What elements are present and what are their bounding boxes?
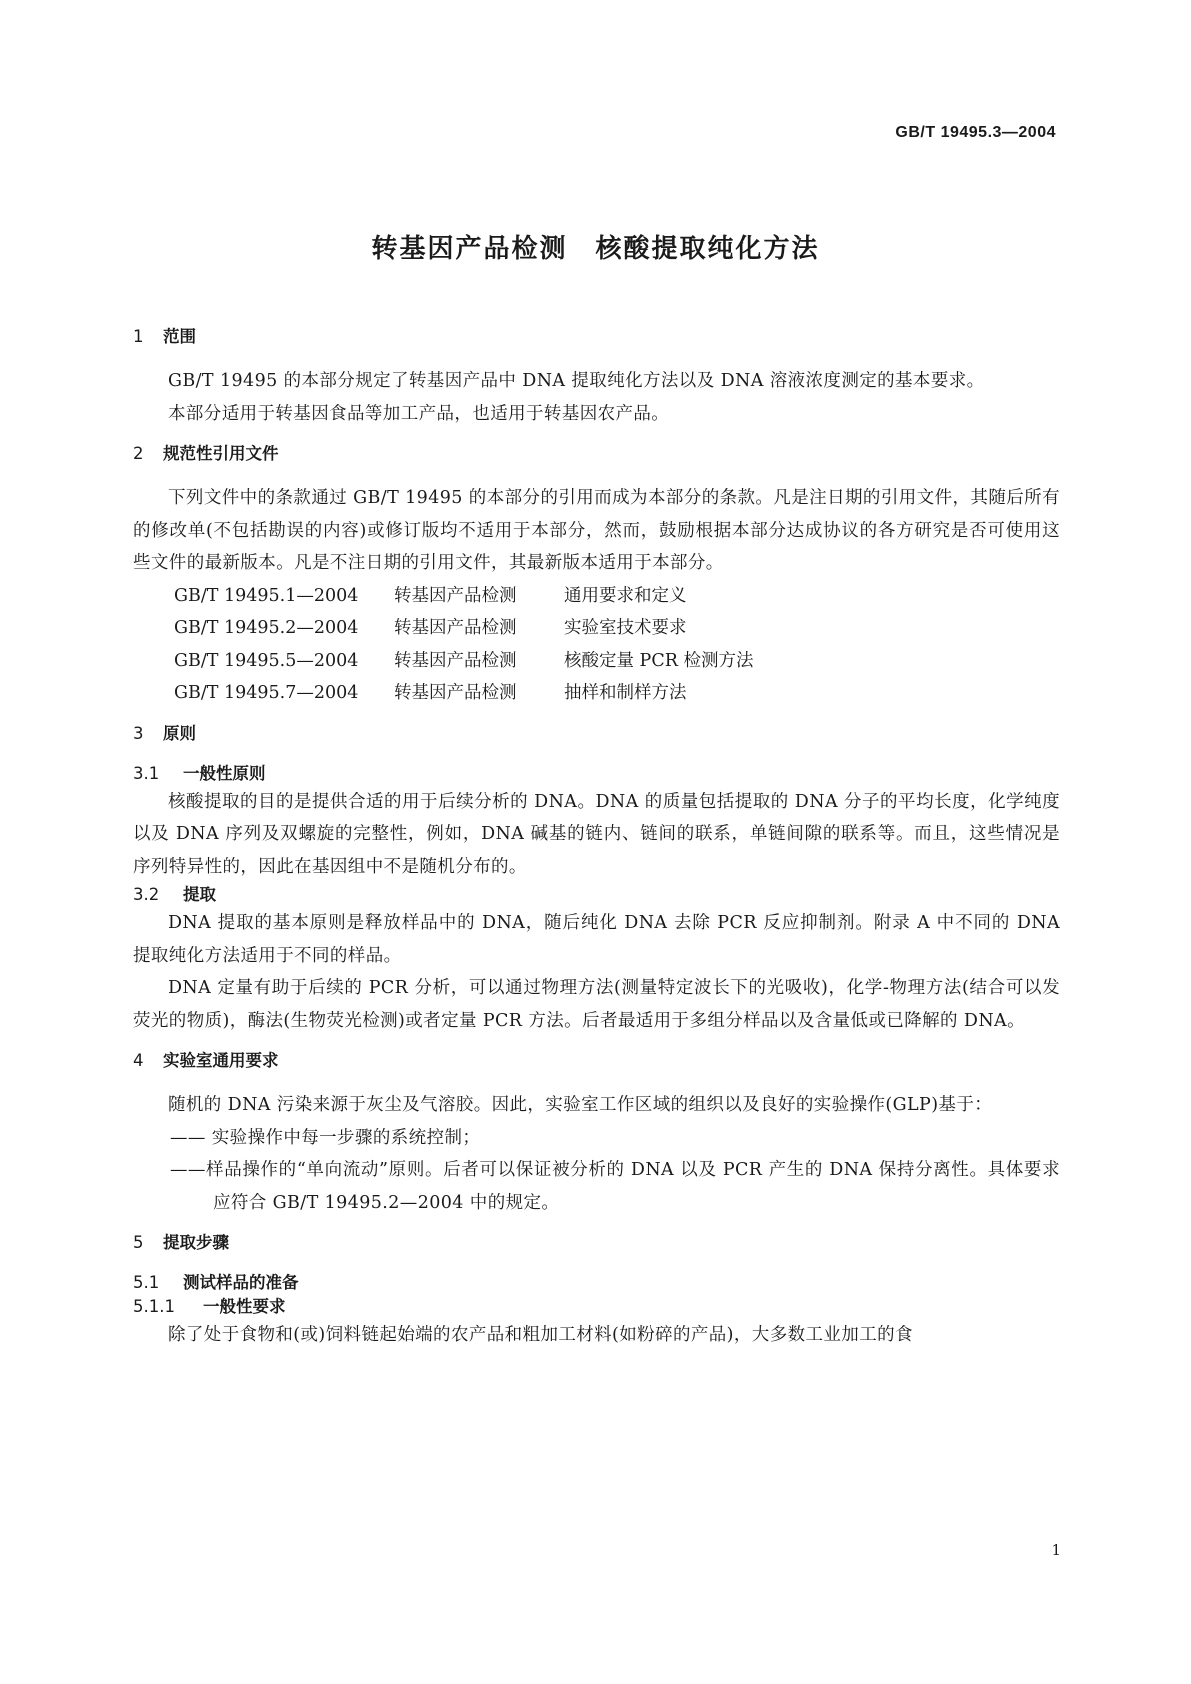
section-4-heading <box>133 1049 1060 1073</box>
section-number: 3.1 <box>133 763 160 783</box>
section-number: 3 <box>133 723 144 743</box>
section-title: 实验室通用要求 <box>163 1051 279 1070</box>
reference-item <box>133 580 1060 613</box>
reference-sub-title: 实验室技术要求 <box>564 618 687 638</box>
reference-sub-title: 抽样和制样方法 <box>564 683 687 703</box>
document-body <box>133 325 1060 1352</box>
section-5-heading <box>133 1231 1060 1255</box>
paragraph: DNA 定量有助于后续的 PCR 分析，可以通过物理方法(测量特定波长下的光吸收)，化学-物理方法(结合可以发荧光的物质)，酶法(生物荧光检测)或者定量 PCR 方法。后者最适用于多组分样品以及含量低或已降解的 DNA。 <box>133 978 1060 1031</box>
section-2-heading <box>133 442 1060 466</box>
section-number: 4 <box>133 1051 144 1070</box>
section-title: 原则 <box>163 723 196 743</box>
reference-item <box>133 612 1060 645</box>
reference-code: GB/T 19495.1—2004 <box>174 585 359 606</box>
paragraph: 除了处于食物和(或)饲料链起始端的农产品和粗加工材料(如粉碎的产品)，大多数工业加工的食 <box>168 1325 913 1345</box>
section-5-1-1-heading <box>133 1295 1060 1319</box>
reference-code: GB/T 19495.2—2004 <box>174 618 359 638</box>
paragraph: 本部分适用于转基因食品等加工产品，也适用于转基因农产品。 <box>168 403 670 424</box>
reference-code: GB/T 19495.7—2004 <box>174 683 359 703</box>
section-3-heading <box>133 722 1060 746</box>
section-5-1-heading <box>133 1271 1060 1295</box>
section-number: 5.1 <box>133 1273 160 1292</box>
section-number: 2 <box>133 444 144 463</box>
standard-code: GB/T 19495.3—2004 <box>895 124 1056 141</box>
reference-item <box>133 677 1060 710</box>
section-title: 范围 <box>163 327 196 346</box>
paragraph: 核酸提取的目的是提供合适的用于后续分析的 DNA。DNA 的质量包括提取的 DNA 分子的平均长度，化学纯度以及 DNA 序列及双螺旋的完整性，例如，DNA 碱基的链内、链间的联系，单链间隙的联系等。而且，这些情况是序列特异性的，因此在基因组中不是随机分布的。 <box>133 791 1060 877</box>
paragraph: GB/T 19495 的本部分规定了转基因产品中 DNA 提取纯化方法以及 DNA 溶液浓度测定的基本要求。 <box>168 371 985 391</box>
section-title: 提取步骤 <box>163 1233 229 1252</box>
dash-list-item: —— 实验操作中每一步骤的系统控制； <box>170 1127 481 1148</box>
dash-list-item: ——样品操作的“单向流动”原则。后者可以保证被分析的 DNA 以及 PCR 产生的 DNA 保持分离性。具体要求应符合 GB/T 19495.2—2004 中的规定。 <box>170 1160 1060 1213</box>
section-title: 规范性引用文件 <box>163 444 279 463</box>
paragraph: 随机的 DNA 污染来源于灰尘及气溶胶。因此，实验室工作区域的组织以及良好的实验操作(GLP)基于： <box>168 1095 993 1115</box>
section-title: 测试样品的准备 <box>183 1273 299 1292</box>
paragraph: DNA 提取的基本原则是释放样品中的 DNA，随后纯化 DNA 去除 PCR 反应抑制剂。附录 A 中不同的 DNA 提取纯化方法适用于不同的样品。 <box>133 913 1060 966</box>
reference-main-title: 转基因产品检测 <box>394 683 517 703</box>
section-3-2-heading <box>133 883 1060 907</box>
reference-sub-title: 通用要求和定义 <box>564 585 687 606</box>
reference-item <box>133 645 1060 678</box>
reference-sub-title: 核酸定量 PCR 检测方法 <box>564 650 754 671</box>
section-number: 5.1.1 <box>133 1297 175 1316</box>
page-number: 1 <box>1051 1541 1061 1559</box>
section-number: 3.2 <box>133 885 160 904</box>
reference-main-title: 转基因产品检测 <box>394 585 517 606</box>
reference-code: GB/T 19495.5—2004 <box>174 650 359 671</box>
document-title: 转基因产品检测 核酸提取纯化方法 <box>371 234 820 264</box>
paragraph: 下列文件中的条款通过 GB/T 19495 的本部分的引用而成为本部分的条款。凡是注日期的引用文件，其随后所有的修改单(不包括勘误的内容)或修订版均不适用于本部分，然而，鼓励根据本部分达成协议的各方研究是否可使用这些文件的最新版本。凡是不注日期的引用文件，其最新版本适用于本部分。 <box>133 488 1060 573</box>
section-number: 5 <box>133 1233 144 1252</box>
section-number: 1 <box>133 327 144 346</box>
reference-main-title: 转基因产品检测 <box>394 650 517 671</box>
section-title: 一般性原则 <box>183 763 266 783</box>
section-3-1-heading <box>133 762 1060 786</box>
section-title: 一般性要求 <box>203 1297 286 1316</box>
section-1-heading <box>133 325 1060 349</box>
reference-main-title: 转基因产品检测 <box>394 618 517 638</box>
section-title: 提取 <box>183 885 216 904</box>
